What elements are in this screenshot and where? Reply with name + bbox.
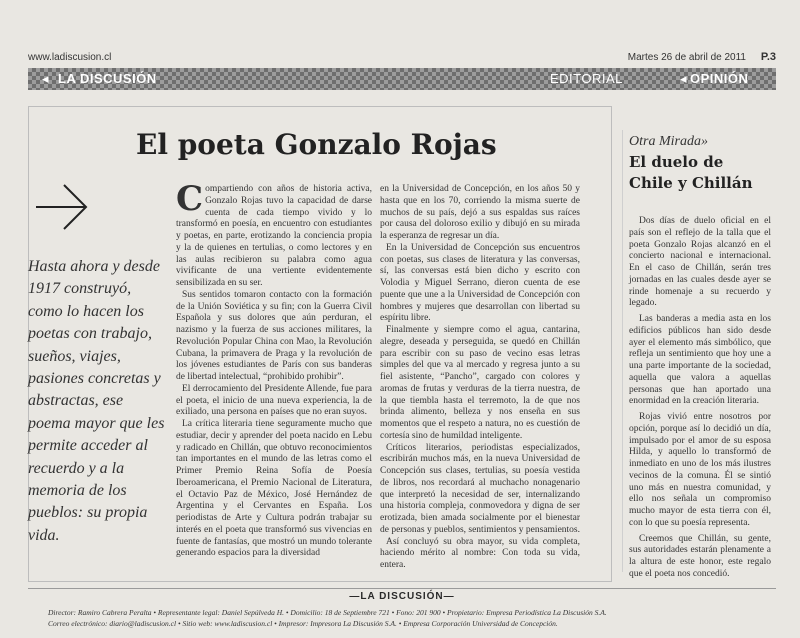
sidebar-title: El duelo de Chile y Chillán	[629, 153, 753, 192]
footer-masthead: —LA DISCUSIÓN—	[349, 591, 455, 602]
paragraph: en la Universidad de Concepción, en los años 50 y hasta que en los 70, corriendo la misma suerte de muchos de su país, dejó a sus espaldas sus raíces por causa del doloroso exilio y dibujó en su mirada la esperanza de regresar un día.	[380, 184, 580, 241]
sidebar-kicker: Otra Mirada»	[629, 134, 708, 149]
sidebar-body	[629, 216, 771, 585]
paragraph: ompartiendo con años de historia activa, Gonzalo Rojas tuvo la capacidad de darse cuenta de cada tiempo vivido y lo transformó en poesía, en encuentro con estudiantes y poetas, en parte, erotizando la conciencia propia y la de quienes en tertulias, o como lectores y en las aulas recibieron su palabra como agua vivificante de una vertiente evidentemente sensibilizada en su ser.	[176, 184, 372, 288]
right-arrow-icon	[34, 182, 90, 232]
credits-line: Director: Ramiro Cabrera Peralta • Representante legal: Daniel Sepúlveda H. • Domicilio: 18 de Septiembre 721 • Fono: 201 900 • Propietario: Empresa Periodística La Discusión S.A.	[48, 608, 607, 617]
section-la-discusion: LA DISCUSIÓN	[58, 71, 157, 86]
paragraph: El derrocamiento del Presidente Allende, fue para el poeta, el inicio de una nueva experiencia, la de exiliado, una persona en países que no eran suyos.	[176, 383, 372, 418]
paragraph: Sus sentidos tomaron contacto con la formación de la Unión Soviética y su fin; con la Guerra Civil Española y sus dolores que aún perduran, el nazismo y la fuerza de sus acciones militares, la Revolución Popular China con Mao, la Revolución Cubana, la primavera de Praga y la revolución de los jóvenes estudiantes de París con sus banderas de libertad intelectual, “prohibido prohibir”.	[176, 289, 372, 382]
footer-credits	[48, 607, 776, 629]
drop-cap: C	[176, 179, 204, 219]
section-editorial: EDITORIAL	[550, 71, 623, 86]
paragraph: Dos días de duelo oficial en el país son el reflejo de la talla que el poeta Gonzalo Rojas alcanzó en el concierto nacional e internacional. En el caso de Chillán, serán tres jornadas en las cuales desde ayer se rinde homenaje a su recuerdo y legado.	[629, 216, 771, 309]
top-line	[28, 52, 776, 66]
credits-line: Correo electrónico: diario@ladiscusion.cl • Sitio web: www.ladiscusion.cl • Impresor: Impresora La Discusión S.A. • Empresa Corporación Universidad de Concepción.	[48, 619, 558, 628]
paragraph: Las banderas a media asta en los edificios públicos han sido desde ayer el elemento más simbólico, que refleja un sentimiento que hoy une a una parte importante de la sociedad, aquella que valora a aquellas personas que han aportado una enormidad en la creación literaria.	[629, 314, 771, 407]
site-url: www.ladiscusion.cl	[28, 52, 112, 63]
paragraph: La crítica literaria tiene seguramente mucho que estudiar, decir y aprender del poeta nacido en Lebu y radicado en Chillán, que obtuvo reconocimientos tan importantes en el mundo de las letras como el Primer Premio Reina Sofía de Poesía Iberoamericana, el Premio Nacional de Literatura, el Octavio Paz de México, José Hernández de Argentina y el Cervantes en España. Los periodistas de Arte y Cultura podrán trabajar su interés en el poeta que transformó sus vivencias en fuente de fantasías, que mostró un mundo tolerante generando espacios para la diversidad	[176, 419, 372, 559]
page-number: P.3	[760, 51, 776, 63]
section-opinion: OPINIÓN	[690, 71, 749, 86]
paragraph: En la Universidad de Concepción sus encuentros con poetas, sus clases de literatura y las conversas, sí, las conversas está bien dicho y escrito con Volodia y Miguel Serrano, dieron cuenta de ese puente que une a la Universidad de Concepción con hombres y mujeres que desarrollan con libertad su espíritu libre.	[380, 242, 580, 324]
paragraph: Rojas vivió entre nosotros por opción, porque así lo decidió un día, impulsado por el amor de su esposa Hilda, y aquello lo transformó de inmediato en uno de los más ilustres vecinos de la comuna. Él se sintió uno más en nuestra comunidad, y ello nos señala un compromiso mucho mayor de esta tierra con él, con lo que su poesía representa.	[629, 412, 771, 528]
paragraph: Así concluyó su obra mayor, su vida completa, haciendo mérito al nombre: Con toda su vida, entera.	[380, 536, 580, 570]
paragraph: Críticos literarios, periodistas especializados, escribirán muchos más, en la nueva Universidad de Concepción sus clases, tertulias, su poesía vestida de libros, nos recordará al muchacho nonagenario que interpretó la necesidad de ser, internalizando una historia compleja, conmovedora y digna de ser erotizada, bien amada socialmente por el bienestar de personas y pueblos, sentimientos y pensamientos.	[380, 442, 580, 535]
article-headline: El poeta Gonzalo Rojas	[136, 128, 497, 161]
section-band	[28, 68, 776, 90]
footer	[28, 588, 776, 629]
left-arrow-icon: ◂	[42, 71, 49, 86]
paragraph: Creemos que Chillán, su gente, sus autoridades estarán plenamente a la altura de este honor, este regalo que el poeta nos concedió.	[629, 533, 771, 579]
opinion-arrow-icon: ◂	[680, 71, 687, 86]
pull-quote: Hasta ahora y desde 1917 construyó, como lo hacen los poetas con trabajo, sueños, viajes, pasiones concretas y abstractas, ese poema mayor que les permite acceder al recuerdo y a la memoria de los pueblos: su propia vida.	[28, 258, 165, 544]
paragraph: Finalmente y siempre como el agua, cantarina, alegre, deseada y perseguida, se quedó en Chillán para escribir con su paso de vecino esas letras simples del que va al mercado y regresa junto a su fiel asistente, “Pancho”, cargado con colores y aromas de frutas y verduras de la tierra nuestra, de la que tiembla hasta el terremoto, la de que nos brinda alimento, belleza y nos enseña en sus momentos que el respeto a natura, no es cuestión de cortesía sino de humildad inteligente.	[380, 325, 580, 441]
issue-date: Martes 26 de abril de 2011	[627, 52, 746, 63]
article-column-1	[176, 179, 372, 560]
sidebar-otra-mirada	[622, 130, 771, 579]
article-column-2	[380, 184, 580, 572]
